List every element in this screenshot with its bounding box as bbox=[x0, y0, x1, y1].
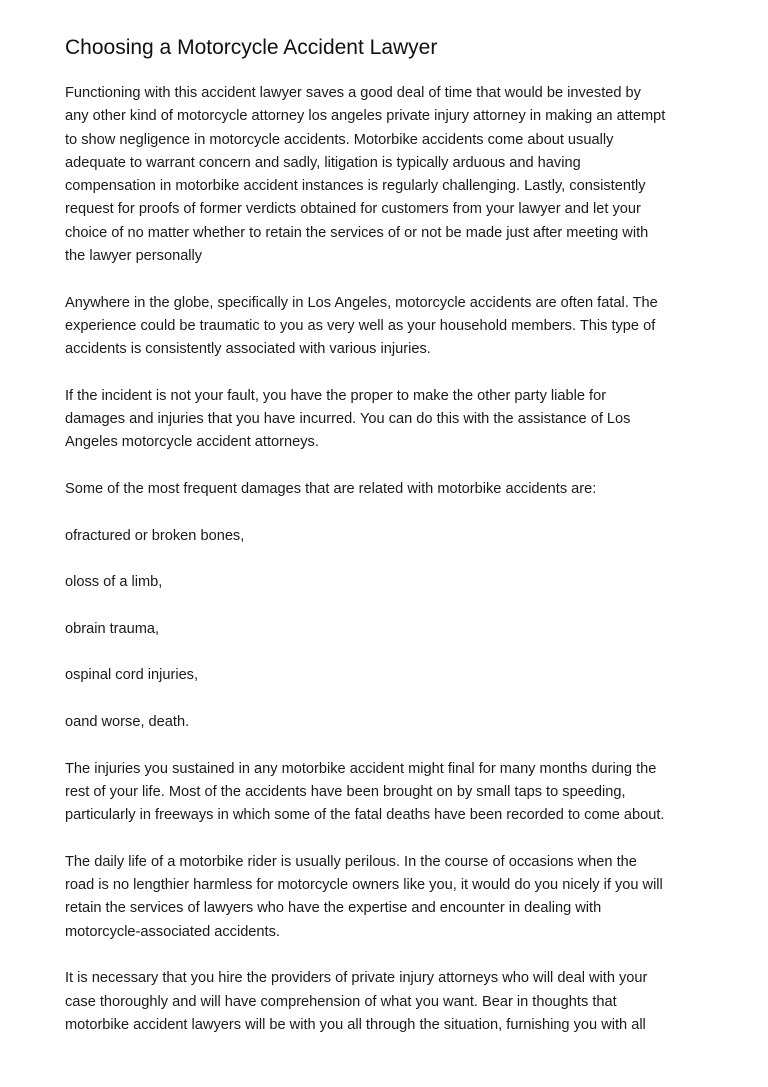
paragraph-line: rest of your life. Most of the accidents have been brought on by small taps to speeding, bbox=[65, 783, 626, 800]
paragraph-intro bbox=[65, 82, 715, 268]
paragraph-rider-life bbox=[65, 851, 715, 944]
paragraph-line: compensation in motorbike accident instances is regularly challenging. Lastly, consistently bbox=[65, 178, 646, 195]
paragraph-line: particularly in freeways in which some of the fatal deaths have been recorded to come about. bbox=[65, 807, 665, 824]
paragraph-line: choice of no matter whether to retain the services of or not be made just after meeting with bbox=[65, 224, 649, 241]
paragraph-fault bbox=[65, 385, 715, 455]
paragraph-line: If the incident is not your fault, you have the proper to make the other party liable for bbox=[65, 387, 607, 404]
paragraph-line: any other kind of motorcycle attorney los angeles private injury attorney in making an attempt bbox=[65, 108, 666, 125]
paragraph-line: It is necessary that you hire the providers of private injury attorneys who will deal with your bbox=[65, 970, 648, 987]
paragraph-line: motorcycle-associated accidents. bbox=[65, 923, 280, 940]
paragraph-line: The injuries you sustained in any motorbike accident might final for many months during the bbox=[65, 760, 657, 777]
paragraph-line: The daily life of a motorbike rider is usually perilous. In the course of occasions when the bbox=[65, 853, 637, 870]
document-page bbox=[65, 34, 715, 1060]
list-item: ofractured or broken bones, bbox=[65, 527, 245, 544]
paragraph-line: to show negligence in motorcycle accidents. Motorbike accidents come about usually bbox=[65, 131, 614, 148]
list-item: ospinal cord injuries, bbox=[65, 667, 199, 684]
paragraph-line: damages and injuries that you have incurred. You can do this with the assistance of Los bbox=[65, 411, 631, 428]
paragraph-line: road is no lengthier harmless for motorcycle owners like you, it would do you nicely if you will bbox=[65, 877, 663, 894]
paragraph-line: Some of the most frequent damages that are related with motorbike accidents are: bbox=[65, 481, 597, 498]
paragraph-los-angeles bbox=[65, 292, 715, 362]
paragraph-line: case thoroughly and will have comprehension of what you want. Bear in thoughts that bbox=[65, 993, 617, 1010]
paragraph-line: the lawyer personally bbox=[65, 248, 203, 265]
paragraph-injuries bbox=[65, 758, 715, 828]
document-title: Choosing a Motorcycle Accident Lawyer bbox=[65, 36, 438, 59]
list-item: oand worse, death. bbox=[65, 714, 190, 731]
paragraph-line: adequate to warrant concern and sadly, litigation is typically arduous and having bbox=[65, 154, 581, 171]
paragraph-line: request for proofs of former verdicts obtained for customers from your lawyer and let your bbox=[65, 201, 641, 218]
list-item: oloss of a limb, bbox=[65, 574, 163, 591]
list-item: obrain trauma, bbox=[65, 620, 160, 637]
paragraph-line: retain the services of lawyers who have the expertise and encounter in dealing with bbox=[65, 900, 602, 917]
paragraph-line: accidents is consistently associated with various injuries. bbox=[65, 341, 431, 358]
paragraph-line: Angeles motorcycle accident attorneys. bbox=[65, 434, 319, 451]
paragraph-line: experience could be traumatic to you as very well as your household members. This type of bbox=[65, 317, 656, 334]
paragraph-line: motorbike accident lawyers will be with you all through the situation, furnishing you with all bbox=[65, 1016, 646, 1033]
paragraph-hire-attorneys bbox=[65, 967, 715, 1037]
paragraph-line: Functioning with this accident lawyer saves a good deal of time that would be invested by bbox=[65, 85, 641, 101]
paragraph-damages-intro bbox=[65, 478, 715, 501]
paragraph-line: Anywhere in the globe, specifically in Los Angeles, motorcycle accidents are often fatal. The bbox=[65, 294, 658, 311]
